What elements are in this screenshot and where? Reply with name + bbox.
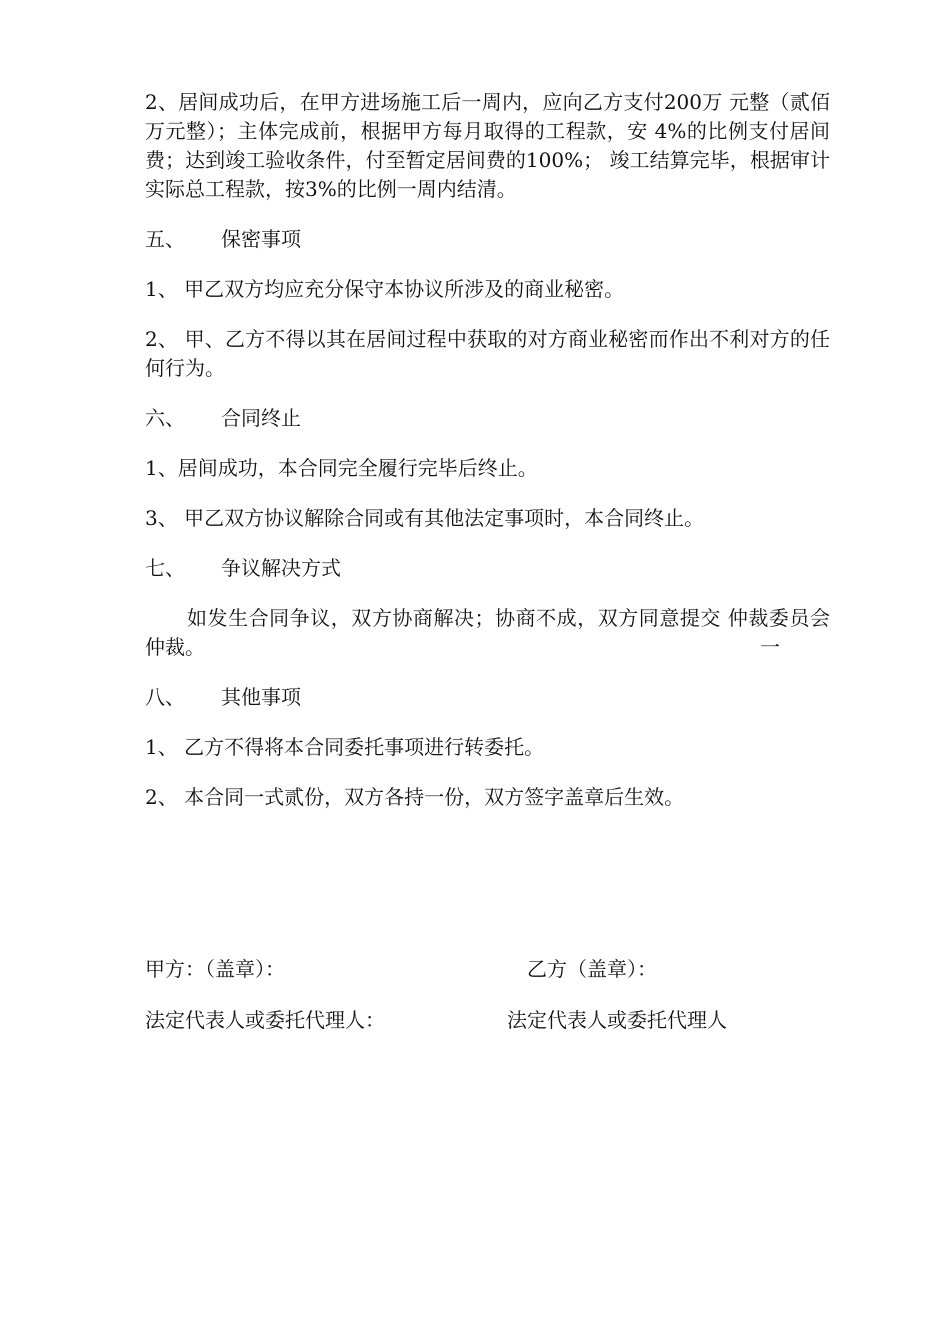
- clause-7-dash: 一: [760, 635, 780, 659]
- clause-6-item-3: 3、 甲乙双方协议解除合同或有其他法定事项时，本合同终止。: [145, 506, 705, 530]
- clause-8-item-1: 1、 乙方不得将本合同委托事项进行转委托。: [145, 735, 545, 759]
- party-a-representative-label: 法定代表人或委托代理人：: [145, 1008, 385, 1032]
- clause-5-item-1: 1、 甲乙双方均应充分保守本协议所涉及的商业秘密。: [145, 277, 625, 301]
- section-heading-eight: [145, 683, 830, 712]
- party-a-seal-label: 甲方：（盖章）：: [145, 957, 285, 981]
- section-number: 七、: [145, 556, 185, 580]
- clause-5-item-2: 2、 甲、乙方不得以其在居间过程中获取的对方商业秘密而作出不利对方的任何行为。: [145, 327, 830, 380]
- clause-6-item-1: 1、居间成功，本合同完全履行完毕后终止。: [145, 456, 538, 480]
- clause-7-paragraph: [145, 604, 830, 662]
- section-number: 六、: [145, 406, 185, 430]
- contract-body: [145, 88, 830, 833]
- section-heading-five: [145, 225, 830, 254]
- section-title: 其他事项: [221, 685, 301, 709]
- section-number: 八、: [145, 685, 185, 709]
- clause-4-item-2: 2、居间成功后，在甲方进场施工后一周内，应向乙方支付200万 元整（贰佰万元整）；主体完成前，根据甲方每月取得的工程款，安 4%的比例支付居间费；达到竣工验收条件，付至暂定居间费的100%； 竣工结算完毕，根据审计实际总工程款，按3%的比例一周内结清。: [145, 90, 830, 201]
- clause-8-item-2: 2、 本合同一式贰份，双方各持一份，双方签字盖章后生效。: [145, 785, 685, 809]
- section-title: 合同终止: [221, 406, 301, 430]
- party-b-representative-label: 法定代表人或委托代理人: [507, 1008, 727, 1032]
- party-b-seal-label: 乙方（盖章）：: [527, 957, 657, 981]
- section-title: 争议解决方式: [221, 556, 341, 580]
- section-title: 保密事项: [221, 227, 301, 251]
- section-heading-six: [145, 404, 830, 433]
- section-number: 五、: [145, 227, 185, 251]
- section-heading-seven: [145, 554, 830, 583]
- clause-7-text: 如发生合同争议，双方协商解决；协商不成，双方同意提交 仲裁委员会仲裁。: [145, 606, 830, 659]
